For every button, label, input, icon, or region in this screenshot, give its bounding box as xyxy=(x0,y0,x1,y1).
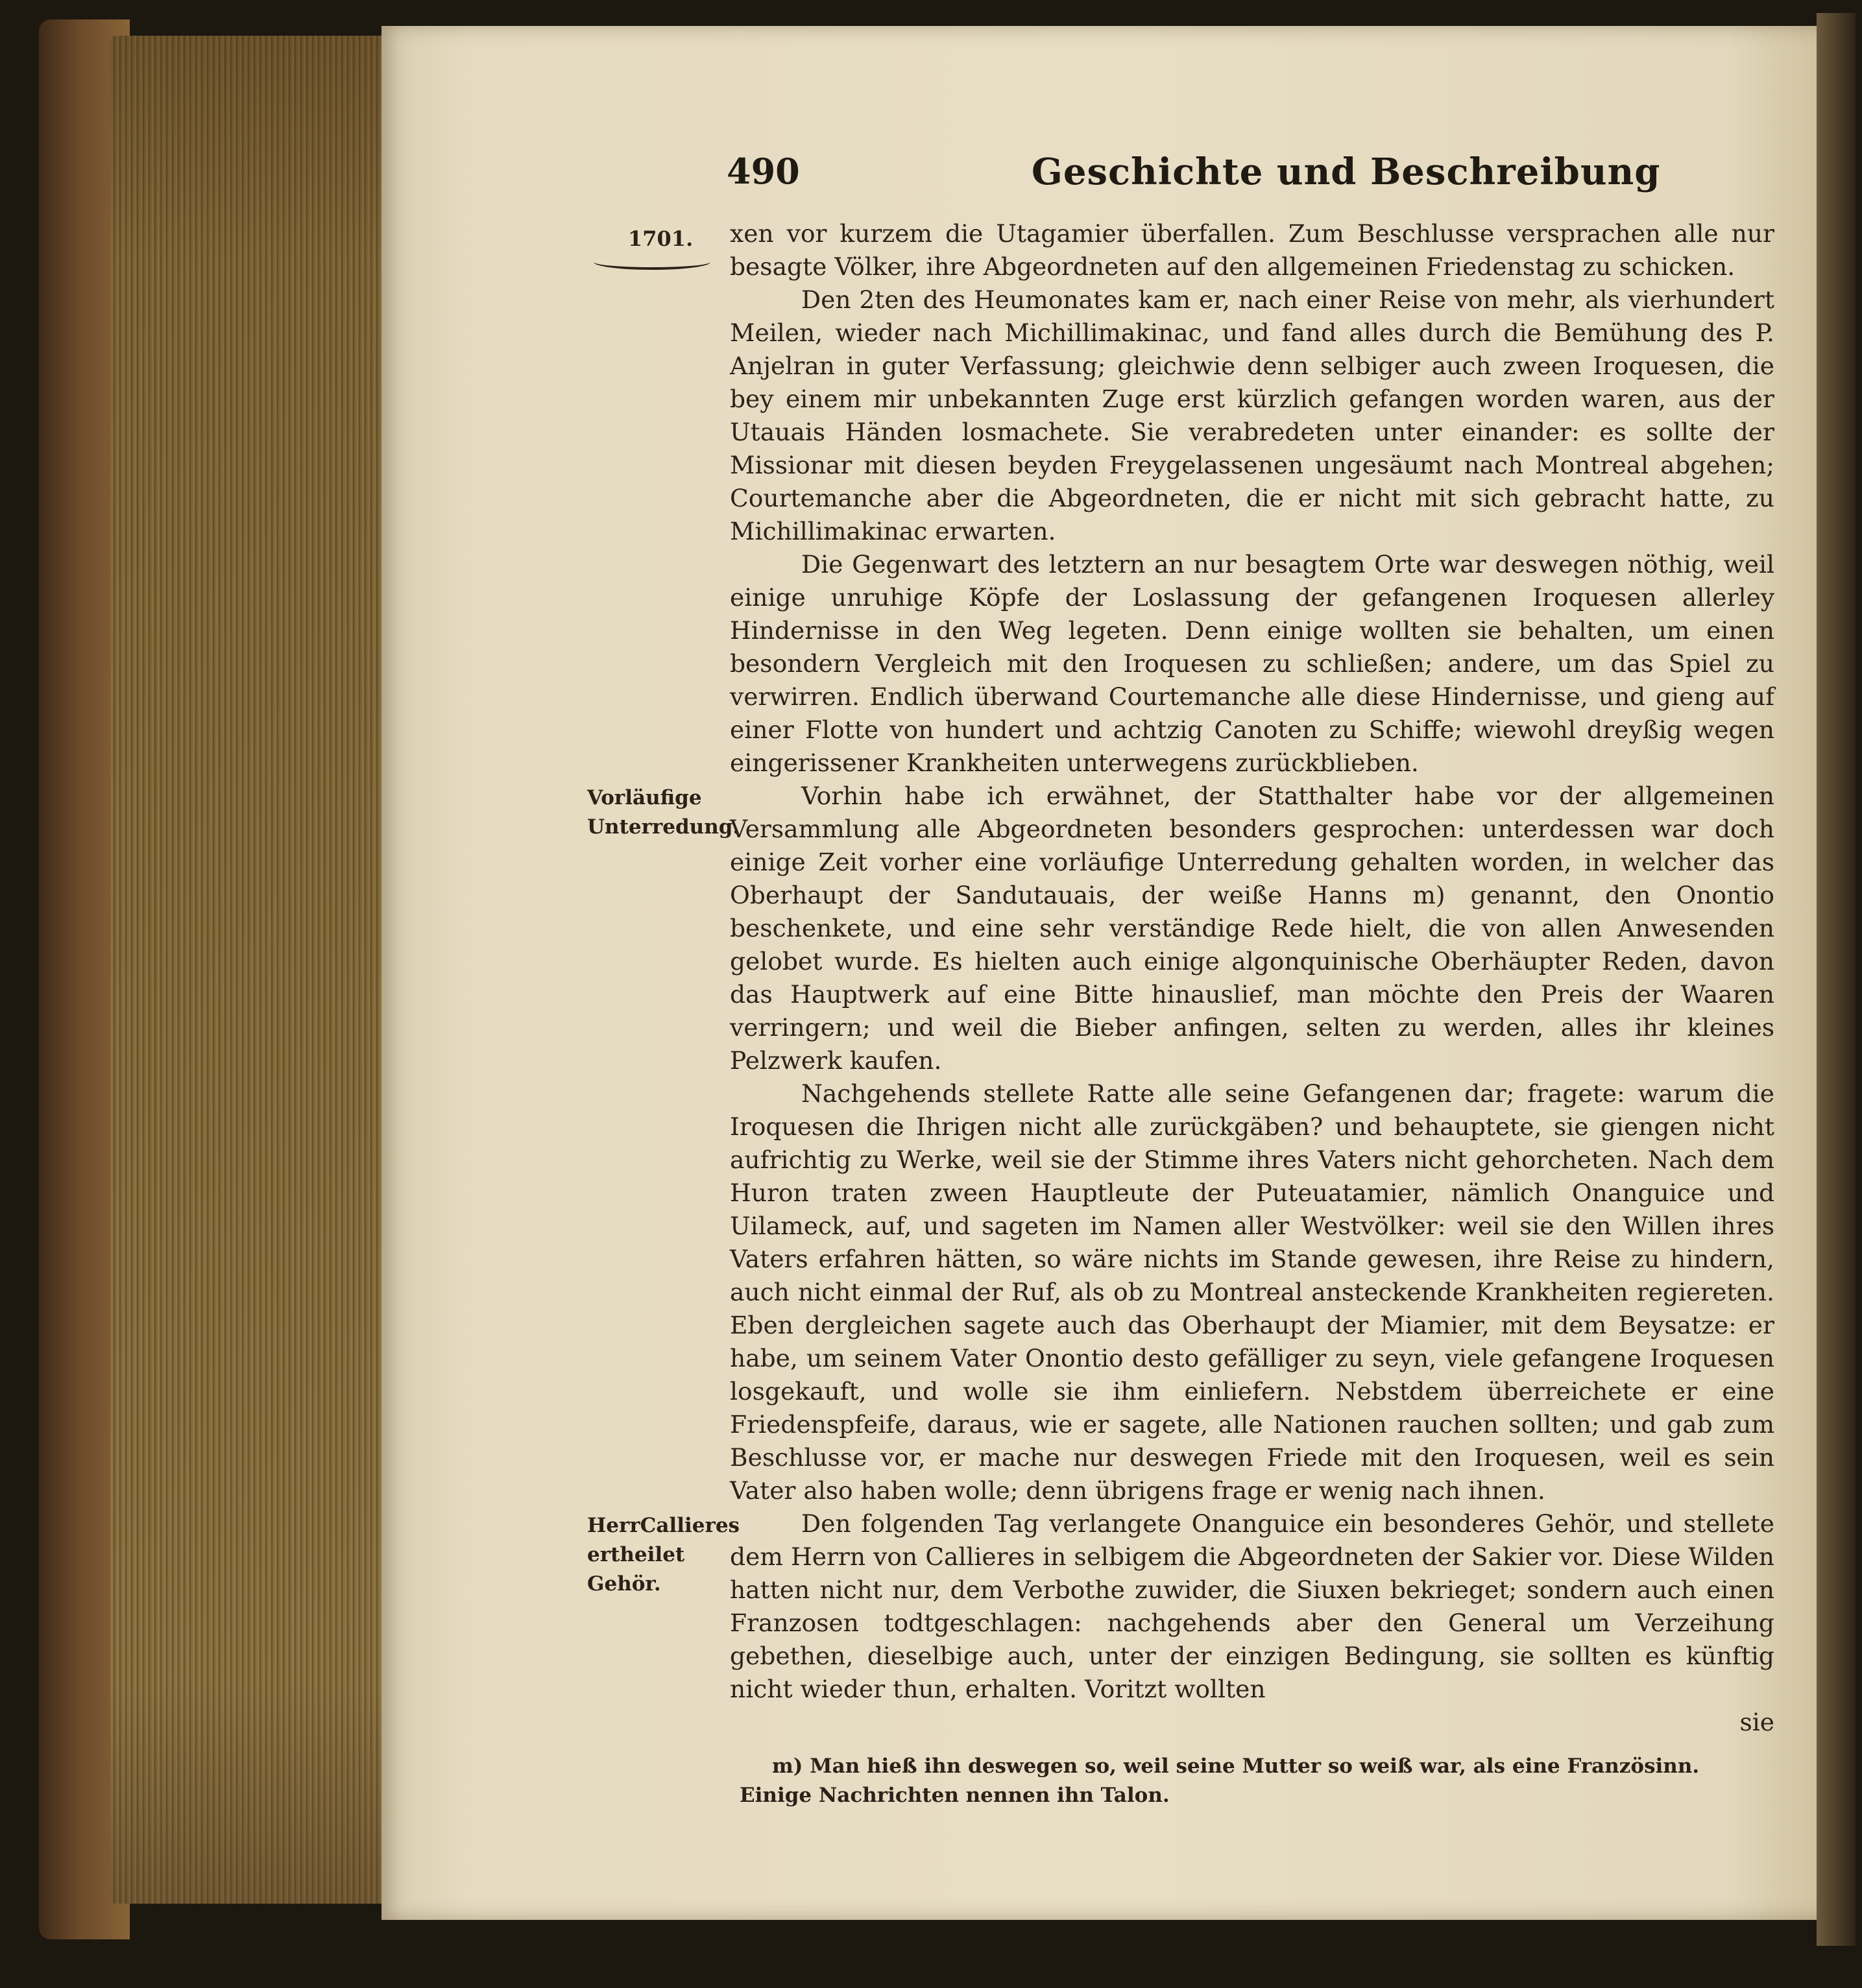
page-number: 490 xyxy=(727,150,800,192)
paragraph: Den 2ten des Heumonates kam er, nach einer Reise von mehr, als vierhundert Meilen, wieder nach Michillimakinac, und fand alles durch die Bemühung des P. Anjelran in guter Verfassung; gleichwie denn selbiger auch zween Iroquesen, die bey einem mir unbekannten Zuge erst kürzlich gefangen worden waren, aus der Utauais Händen losmachete. Sie verabredeten unter einander: es sollte der Missionar mit diesen beyden Freygelassenen ungesäumt nach Montreal abgehen; Courtemanche aber die Abgeordneten, die er nicht mit sich gebracht hatte, zu Michillimakinac erwarten. xyxy=(730,285,1774,545)
year-brace xyxy=(594,254,710,270)
footnote: m) Man hieß ihn deswegen so, weil seine Mutter so weiß war, als eine Französinn. Einige Nachrichten nennen ihn Talon. xyxy=(740,1754,1700,1807)
catchword: sie xyxy=(1739,1708,1774,1736)
main-text xyxy=(730,217,1774,1739)
book-gutter-edge xyxy=(1817,13,1856,1946)
page-header xyxy=(727,150,1778,209)
paragraph: Vorhin habe ich erwähnet, der Statthalter habe vor der allgemeinen Versammlung alle Abgeordneten besonders gesprochen: unterdessen war doch einige Zeit vorher eine vorläufige Unterredung gehalten worden, in welcher das Oberhaupt der Sandutauais, der weiße Hanns m) genannt, den Onontio beschenkete, und eine sehr verständige Rede hielt, die von allen Anwesenden gelobet wurde. Es hielten auch einige algonquinische Oberhäupter Reden, davon das Hauptwerk auf eine Bitte hinauslief, man möchte den Preis der Waaren verringern; und weil die Bieber anfingen, selten zu werden, alles ihr kleines Pelzwerk kaufen. xyxy=(730,782,1774,1075)
running-title: Geschichte und Beschreibung xyxy=(1032,150,1661,193)
margin-note-vorlaeufige-unterredung: Vorläufige Unterredung. xyxy=(587,786,740,839)
paragraph: xen vor kurzem die Utagamier überfallen. Zum Beschlusse versprachen alle nur besagte Völker, ihre Abgeordneten auf den allgemeinen Friedenstag zu schicken. xyxy=(730,219,1774,281)
page-block-shade xyxy=(110,36,383,1904)
margin-year: 1701. xyxy=(628,226,694,251)
paragraph: Nachgehends stellete Ratte alle seine Gefangenen dar; fragete: warum die Iroquesen die Ihrigen nicht alle zurückgäben? und behauptete, sie giengen nicht aufrichtig zu Werke, weil sie der Stimme ihres Vaters nicht gehorcheten. Nach dem Huron traten zween Hauptleute der Puteuatamier, nämlich Onanguice und Uilameck, auf, und sageten im Namen aller Westvölker: weil sie den Willen ihres Vaters erfahren hätten, so wäre nichts im Stande gewesen, ihre Reise zu hindern, auch nicht einmal der Ruf, als ob zu Montreal ansteckende Krankheiten regiereten. Eben dergleichen sagete auch das Oberhaupt der Miamier, mit dem Beysatze: er habe, um seinem Vater Onontio desto gefälliger zu seyn, viele gefangene Iroquesen losgekauft, und wolle sie ihm einliefern. Nebstdem überreichete er eine Friedenspfeife, daraus, wie er sagete, alle Nationen rauchen sollten; und gab zum Beschlusse vor, er mache nur deswegen Friede mit den Iroquesen, weil es sein Vater also haben wolle; denn übrigens frage er wenig nach ihnen. xyxy=(730,1079,1774,1505)
margin-note-callieres-gehoer: HerrCallieres ertheilet Gehör. xyxy=(587,1514,740,1596)
paragraph: Den folgenden Tag verlangete Onanguice ein besonderes Gehör, und stellete dem Herrn von Callieres in selbigem die Abgeordneten der Sakier vor. Diese Wilden hatten nicht nur, dem Verbothe zuwider, die Siuxen bekrieget; sondern auch einen Franzosen todtgeschlagen: nachgehends aber den General um Verzeihung gebethen, dieselbige auch, unter der einzigen Bedingung, sie sollten es künftig nicht wieder thun, erhalten. Voritzt wollten xyxy=(730,1509,1774,1703)
paragraph: Die Gegenwart des letztern an nur besagtem Orte war deswegen nöthig, weil einige unruhige Köpfe der Loslassung der gefangenen Iroquesen allerley Hindernisse in den Weg legeten. Denn einige wollten sie behalten, um einen besondern Vergleich mit den Iroquesen zu schließen; andere, um das Spiel zu verwirren. Endlich überwand Courtemanche alle diese Hindernisse, und gieng auf einer Flotte von hundert und achtzig Canoten zu Schiffe; wiewohl dreyßig wegen eingerissener Krankheiten unterwegens zurückblieben. xyxy=(730,550,1774,777)
